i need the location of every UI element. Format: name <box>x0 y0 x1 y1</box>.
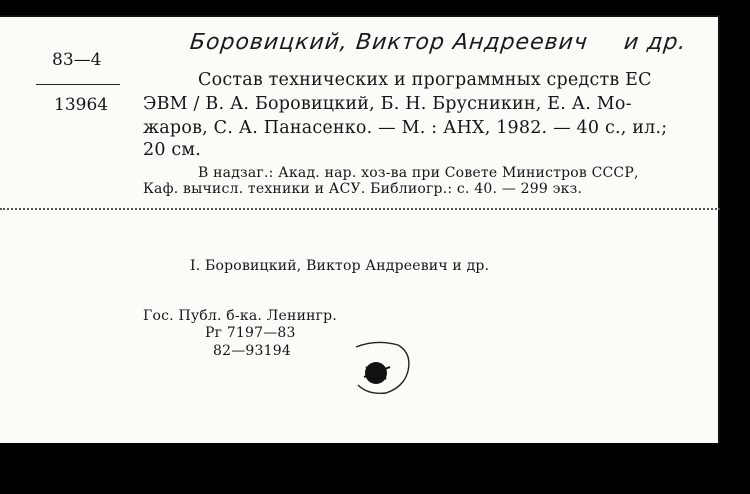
card-top-edge <box>0 15 720 17</box>
library-name: Гос. Публ. б-ка. Ленингр. <box>143 308 337 324</box>
note-line-2: Каф. вычисл. техники и АСУ. Библиогр.: с. 40. — 299 экз. <box>143 181 583 197</box>
record-number: 13964 <box>54 95 109 115</box>
note-line-1: В надзаг.: Акад. нар. хоз-ва при Совете Министров СССР, <box>198 165 639 181</box>
entry-line-2: ЭВМ / В. А. Боровицкий, Б. Н. Брусникин, Е. А. Мо- <box>143 94 632 114</box>
scan-artifact-line <box>0 208 720 210</box>
entry-line-3: жаров, С. А. Панасенко. — М. : АНХ, 1982. — 40 с., ил.; <box>143 118 668 138</box>
entry-line-1: Состав технических и программных средств ЕС <box>198 70 652 90</box>
ink-blot-mark <box>346 337 418 399</box>
call-number-rule <box>36 84 120 85</box>
library-code-2: 82—93194 <box>213 343 291 359</box>
tracing-entry: I. Боровицкий, Виктор Андреевич и др. <box>190 258 490 274</box>
card-right-edge <box>718 15 720 443</box>
classification-number: 83—4 <box>52 50 102 70</box>
entry-line-4: 20 см. <box>143 140 202 160</box>
catalog-card <box>0 15 720 443</box>
handwritten-author: Боровицкий, Виктор Андреевич <box>188 30 590 55</box>
library-code-1: Рг 7197—83 <box>205 325 296 341</box>
handwritten-suffix: и др. <box>622 30 688 55</box>
